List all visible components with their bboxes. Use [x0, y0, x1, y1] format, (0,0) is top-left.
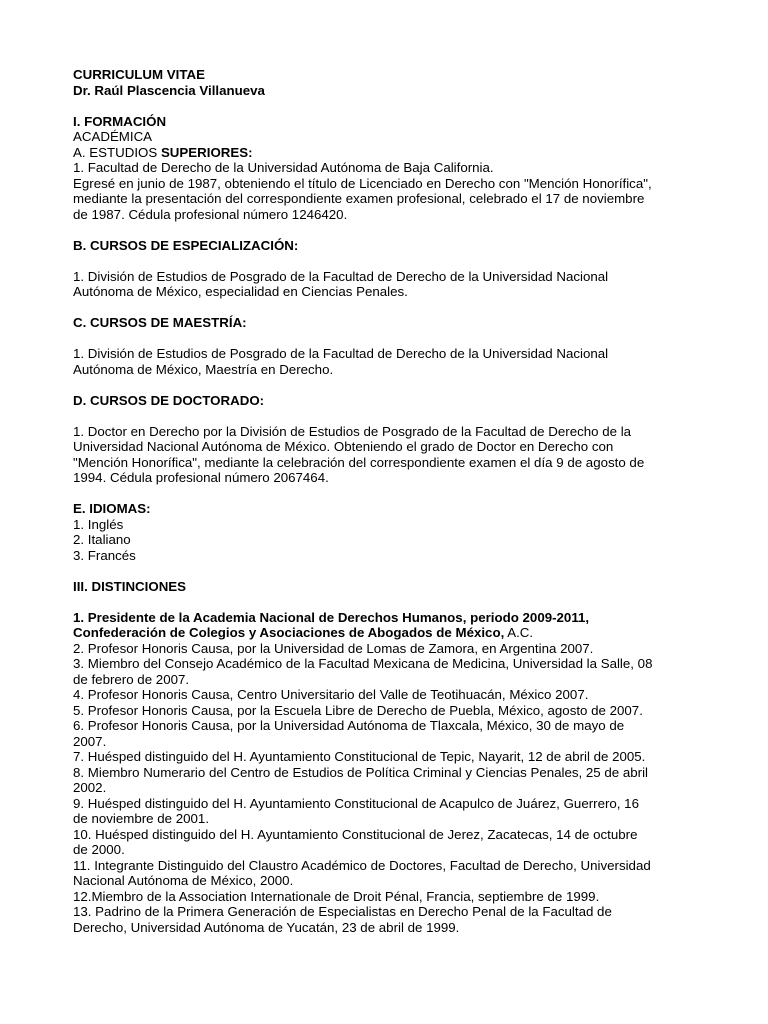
distincion-line: de noviembre de 2001. — [73, 811, 210, 826]
doctorado-line: "Mención Honorífica", mediante la celebración del correspondiente examen el día 9 de agosto de — [73, 454, 645, 470]
estudios-detail-line: mediante la presentación del correspondiente examen profesional, celebrado el 17 de noviembre — [73, 191, 645, 206]
especializacion-line: 1. División de Estudios de Posgrado de la Facultad de Derecho de la Universidad Nacional — [73, 268, 609, 284]
spacer — [73, 222, 728, 238]
especializacion-line: Autónoma de México, especialidad en Ciencias Penales. — [73, 284, 408, 299]
doctorado-line: 1. Doctor en Derecho por la División de Estudios de Posgrado de la Facultad de Derecho de la — [73, 423, 632, 439]
distincion-line: Derecho, Universidad Autónoma de Yucatán, 23 de abril de 1999. — [73, 919, 460, 935]
document-title: CURRICULUM VITAE — [73, 67, 205, 82]
distinciones-list — [73, 641, 728, 936]
distincion-line: 5. Profesor Honoris Causa, por la Escuela Libre de Derecho de Puebla, México, agosto de 2007. — [73, 702, 643, 718]
spacer — [73, 408, 728, 424]
distincion-line: 2002. — [73, 780, 107, 795]
author-name: Dr. Raúl Plascencia Villanueva — [73, 82, 265, 98]
estudios-label-bold: SUPERIORES: — [160, 144, 253, 160]
idiomas-item: 3. Francés — [73, 547, 136, 563]
distincion-item-1-cont — [73, 625, 728, 641]
doctorado-line: 1994. Cédula profesional número 2067464. — [73, 470, 329, 485]
maestria-heading: C. CURSOS DE MAESTRÍA: — [73, 315, 247, 330]
idiomas-heading: E. IDIOMAS: — [73, 501, 151, 516]
spacer — [73, 98, 728, 114]
distincion-line: Nacional Autónoma de México, 2000. — [73, 873, 294, 888]
spacer — [73, 486, 728, 502]
estudios-label-prefix: A. ESTUDIOS — [73, 144, 161, 160]
distincion-line: 12.Miembro de la Association Internationale de Droit Pénal, Francia, septiembre de 1999. — [73, 888, 600, 904]
spacer — [73, 377, 728, 393]
estudios-label — [73, 145, 728, 161]
section-formacion-subheading: ACADÉMICA — [73, 129, 153, 144]
distincion-line: 7. Huésped distinguido del H. Ayuntamiento Constitucional de Tepic, Nayarit, 12 de abril de 2005. — [73, 749, 646, 764]
maestria-line: 1. División de Estudios de Posgrado de la Facultad de Derecho de la Universidad Nacional — [73, 346, 609, 361]
spacer — [73, 300, 728, 316]
distincion-line: de febrero de 2007. — [73, 671, 190, 687]
distincion-item-1-bold: Confederación de Colegios y Asociaciones de Abogados de México, — [73, 625, 505, 640]
distincion-line: 2. Profesor Honoris Causa, por la Universidad de Lomas de Zamora, en Argentina 2007. — [73, 640, 594, 656]
distincion-line: 4. Profesor Honoris Causa, Centro Universitario del Valle de Teotihuacán, México 2007. — [73, 687, 589, 702]
especializacion-heading: B. CURSOS DE ESPECIALIZACIÓN: — [73, 237, 299, 253]
distincion-item-1: 1. Presidente de la Academia Nacional de Derechos Humanos, periodo 2009-2011, — [73, 609, 590, 625]
estudios-detail-line: de 1987. Cédula profesional número 1246420. — [73, 206, 348, 222]
spacer — [73, 331, 728, 347]
distincion-line: 11. Integrante Distinguido del Claustro Académico de Doctores, Facultad de Derecho, Universidad — [73, 857, 651, 873]
doctorado-line: Universidad Nacional Autónoma de México. Obteniendo el grado de Doctor en Derecho con — [73, 439, 614, 454]
idiomas-item: 1. Inglés — [73, 516, 124, 532]
distincion-line: 9. Huésped distinguido del H. Ayuntamiento Constitucional de Acapulco de Juárez, Guerrero, 16 — [73, 795, 639, 811]
distincion-line: 2007. — [73, 733, 107, 749]
maestria-line: Autónoma de México, Maestría en Derecho. — [73, 361, 334, 377]
distinciones-heading: III. DISTINCIONES — [73, 578, 187, 594]
distincion-line: 13. Padrino de la Primera Generación de Especialistas en Derecho Penal de la Facultad de — [73, 904, 612, 919]
distincion-line: 6. Profesor Honoris Causa, por la Universidad Autónoma de Tlaxcala, México, 30 de mayo de — [73, 718, 625, 733]
estudios-item-1: 1. Facultad de Derecho de la Universidad Autónoma de Baja California. — [73, 160, 494, 175]
spacer — [73, 563, 728, 579]
idiomas-item: 2. Italiano — [73, 532, 131, 547]
distincion-line: 10. Huésped distinguido del H. Ayuntamiento Constitucional de Jerez, Zacatecas, 14 de octubre — [73, 826, 638, 842]
distincion-line: 8. Miembro Numerario del Centro de Estudios de Política Criminal y Ciencias Penales, 25 de abril — [73, 764, 648, 780]
distincion-line: de 2000. — [73, 842, 125, 857]
section-formacion-heading: I. FORMACIÓN — [73, 113, 167, 129]
distincion-item-1-tail: A.C. — [504, 625, 534, 640]
estudios-detail-line: Egresé en junio de 1987, obteniendo el título de Licenciado en Derecho con "Mención Honorífica", — [73, 175, 652, 191]
spacer — [73, 253, 728, 269]
distincion-line: 3. Miembro del Consejo Académico de la Facultad Mexicana de Medicina, Universidad la Salle, 08 — [73, 656, 653, 671]
doctorado-heading: D. CURSOS DE DOCTORADO: — [73, 392, 265, 408]
spacer — [73, 594, 728, 610]
